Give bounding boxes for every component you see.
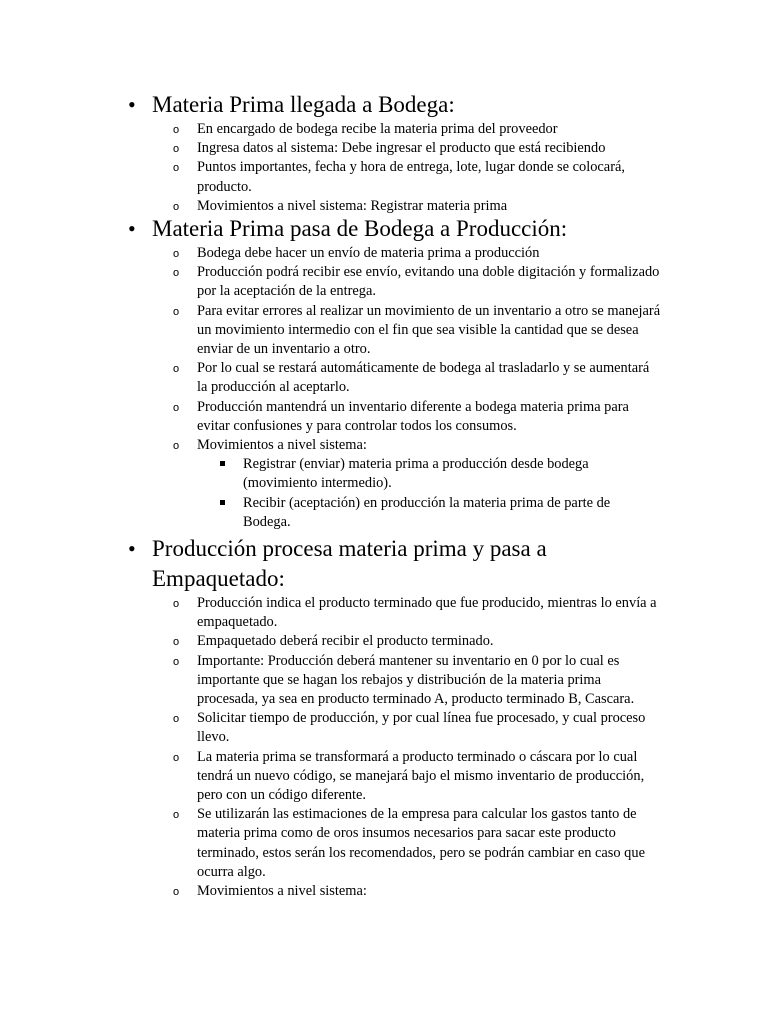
item-text: Bodega debe hacer un envío de materia prima a producción: [197, 245, 540, 261]
list-item: [0, 244, 663, 263]
item-text: Importante: Producción deberá mantener su inventario en 0 por lo cual es importante que se hagan los rebajos y distribución de la materia prima procesada, ya sea en producto terminado A, producto terminado B, Cascara.: [197, 652, 635, 708]
list-item: [0, 158, 663, 196]
sub-marker: o: [173, 751, 180, 764]
sub-marker: o: [173, 636, 180, 649]
item-text: Recibir (aceptación) en producción la materia prima de parte de Bodega.: [243, 494, 611, 530]
item-text: En encargado de bodega recibe la materia prima del proveedor: [197, 121, 558, 137]
sub-marker: o: [173, 655, 180, 668]
list-item: [0, 882, 663, 901]
section-produccion-a-empaquetado: [0, 534, 768, 901]
item-text: Se utilizarán las estimaciones de la empresa para calcular los gastos tanto de materia prima como de oros insumos necesarios para sacar este producto terminado, estos serán los recomendados, pero se podrán cambiar en caso que ocurra algo.: [197, 806, 645, 880]
sub-list: [0, 594, 768, 901]
section-title: Materia Prima pasa de Bodega a Producción:: [152, 216, 568, 241]
list-item: [0, 302, 663, 360]
item-text: Producción mantendrá un inventario diferente a bodega materia prima para evitar confusiones y para controlar todos los consumos.: [197, 398, 629, 434]
sub-marker: o: [173, 267, 180, 280]
item-text: Movimientos a nivel sistema: Registrar materia prima: [197, 197, 508, 214]
bullet-marker: •: [128, 92, 136, 117]
list-item: [0, 805, 663, 882]
item-text: Producción podrá recibir ese envío, evitando una doble digitación y formalizado por la aceptación de la entrega.: [197, 264, 660, 300]
sub-marker: o: [173, 363, 180, 376]
item-text: Para evitar errores al realizar un movimiento de un inventario a otro se manejará un movimiento intermedio con el fin que sea visible la cantidad que se desea enviar de un inventario a otro.: [197, 302, 661, 358]
sub-marker: o: [173, 124, 180, 136]
list-item: [0, 436, 663, 532]
section-materia-prima-llegada: [0, 90, 768, 216]
sub-marker: o: [173, 305, 180, 318]
item-text: Movimientos a nivel sistema:: [197, 883, 367, 900]
list-item: [0, 748, 663, 806]
nested-list: [197, 455, 663, 532]
list-item: [0, 359, 663, 397]
sub-marker: o: [173, 248, 180, 260]
sub-marker: o: [173, 809, 180, 822]
item-text: Ingresa datos al sistema: Debe ingresar el producto que está recibiendo: [197, 140, 606, 157]
nested-list-item: [243, 494, 643, 532]
list-item: [0, 709, 663, 747]
list-item: [0, 652, 663, 710]
sub-marker: o: [173, 713, 180, 726]
sub-marker: o: [173, 886, 180, 899]
list-item: [0, 398, 663, 436]
sub-marker: o: [173, 401, 180, 414]
sub-marker: o: [173, 200, 180, 213]
section-title: Producción procesa materia prima y pasa a Empaquetado:: [152, 536, 547, 591]
sub-list: [0, 244, 768, 532]
sub-list: [0, 120, 768, 216]
sub-marker: o: [173, 598, 180, 610]
list-item: [0, 263, 663, 301]
section-heading: [0, 214, 592, 244]
list-item: [0, 120, 663, 139]
list-item: [0, 594, 663, 632]
section-bodega-a-produccion: [0, 214, 768, 532]
square-marker: [220, 461, 225, 466]
sub-marker: o: [173, 143, 180, 156]
list-item: [0, 632, 663, 651]
section-title: Materia Prima llegada a Bodega:: [152, 92, 455, 117]
item-text: Solicitar tiempo de producción, y por cual línea fue procesado, y cual proceso llevo.: [197, 710, 646, 746]
section-heading: [0, 90, 592, 120]
sub-marker: o: [173, 162, 180, 175]
bullet-marker: •: [128, 536, 136, 561]
item-text: La materia prima se transformará a producto terminado o cáscara por lo cual tendrá un nuevo código, se manejará bajo el mismo inventario de producción, pero con un código diferente.: [197, 748, 645, 804]
nested-list-item: [243, 455, 643, 493]
sub-marker: o: [173, 440, 180, 453]
bullet-marker: •: [128, 216, 136, 241]
section-heading: [0, 534, 592, 594]
list-item: [0, 139, 663, 158]
item-text: Movimientos a nivel sistema:: [197, 437, 367, 454]
item-text: Puntos importantes, fecha y hora de entrega, lote, lugar donde se colocará, producto.: [197, 159, 625, 195]
item-text: Empaquetado deberá recibir el producto terminado.: [197, 633, 494, 650]
square-marker: [220, 500, 225, 505]
item-text: Por lo cual se restará automáticamente de bodega al trasladarlo y se aumentará la producción al aceptarlo.: [197, 360, 650, 396]
item-text: Registrar (enviar) materia prima a producción desde bodega (movimiento intermedio).: [243, 456, 589, 492]
item-text: Producción indica el producto terminado que fue producido, mientras lo envía a empaquetado.: [197, 595, 657, 631]
